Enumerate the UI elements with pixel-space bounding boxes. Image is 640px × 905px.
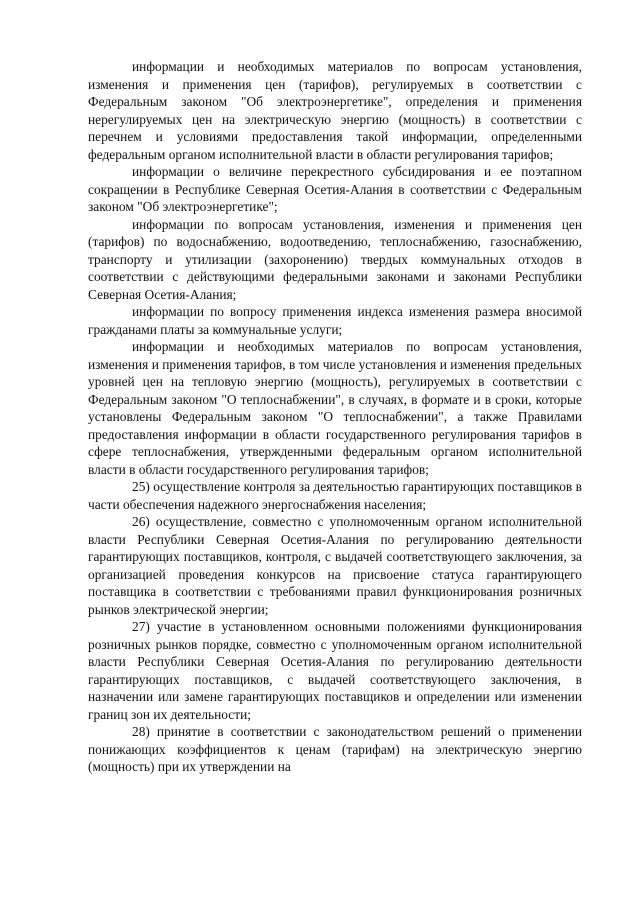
paragraph-item-28: 28) принятие в соответствии с законодательством решений о применении понижающих коэффициентов к ценам (тарифам) на электрическую энергию (мощность) при их утверждении на [88, 724, 582, 774]
document-page [88, 58, 582, 776]
paragraph-item-27: 27) участие в установленном основными положениями функционирования розничных рынков порядке, совместно с уполномоченным органом исполнительной власти Республики Северная Осетия-Алания по регулированию деятельности гарантирующих поставщиков, с выдачей соответствующего заключения, в назначении или замене гарантирующих поставщиков и определении или изменении границ зон их деятельности; [88, 619, 582, 722]
paragraph-heat-tariffs: информации и необходимых материалов по вопросам установления, изменения и применения тарифов, в том числе установления и изменения предельных уровней цен на тепловую энергию (мощность), регулируемых в соответствии с Федеральным законом "О теплоснабжении", в случаях, в формате и в сроки, которые установлены Федеральным законом "О теплоснабжении", а также Правилами предоставления информации в области государственного регулирования тарифов в сфере теплоснабжения, утвержденными федеральным органом исполнительной власти в области государственного регулирования тарифов; [88, 339, 582, 477]
paragraph-cross-subsidy: информации о величине перекрестного субсидирования и ее поэтапном сокращении в Республике Северная Осетия-Алания в соответствии с Федеральным законом "Об электроэнергетике"; [88, 164, 582, 214]
paragraph-utility-tariffs: информации по вопросам установления, изменения и применения цен (тарифов) по водоснабжению, водоотведению, теплоснабжению, газоснабжению, транспорту и утилизации (захоронению) твердых коммунальных отходов в соответствии с действующими федеральными законами и законами Республики Северная Осетия-Алания; [88, 216, 582, 302]
paragraph-item-25: 25) осуществление контроля за деятельностью гарантирующих поставщиков в части обеспечения надежного энергоснабжения населения; [88, 479, 582, 512]
paragraph-item-26: 26) осуществление, совместно с уполномоченным органом исполнительной власти Республики Северная Осетия-Алания по регулированию деятельности гарантирующих поставщиков, контроля, с выдачей соответствующего заключения, за организацией проведения конкурсов на присвоение статуса гарантирующего поставщика в соответствии с требованиями правил функционирования розничных рынков электрической энергии; [88, 514, 582, 617]
paragraph-info-electricity-tariffs: информации и необходимых материалов по вопросам установления, изменения и применения цен (тарифов), регулируемых в соответствии с Федеральным законом "Об электроэнергетике", определения и применения нерегулируемых цен на электрическую энергию (мощность) в соответствии с перечнем и условиями предоставления такой информации, определенными федеральным органом исполнительной власти в области регулирования тарифов; [88, 59, 582, 162]
paragraph-utility-payment-index: информации по вопросу применения индекса изменения размера вносимой гражданами платы за коммунальные услуги; [88, 304, 582, 337]
